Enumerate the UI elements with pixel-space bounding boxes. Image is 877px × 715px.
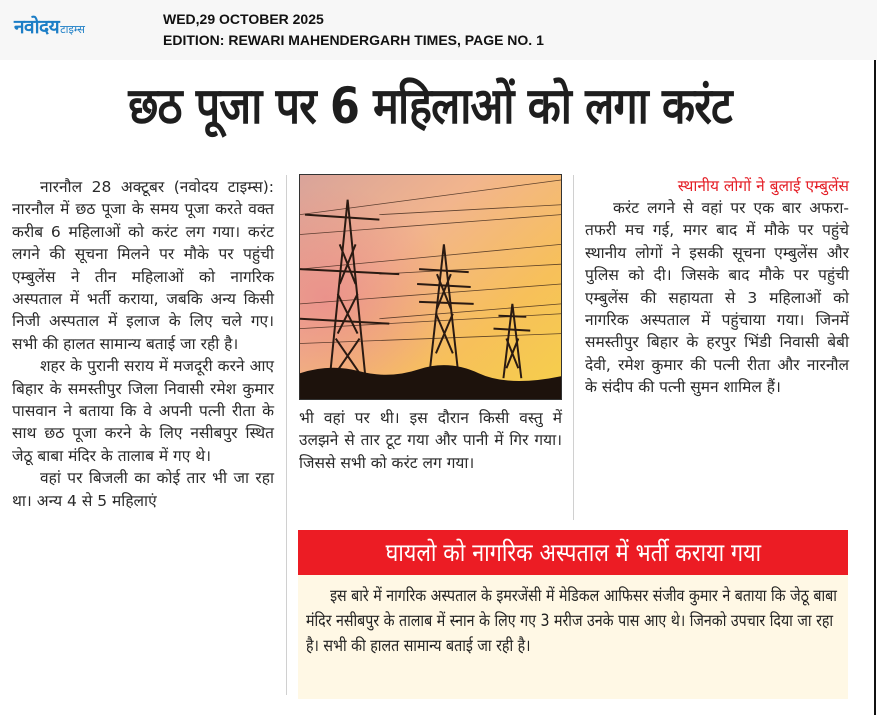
column-divider: [286, 175, 287, 695]
box-heading-banner: [298, 530, 848, 575]
paragraph: नारनौल 28 अक्टूबर (नवोदय टाइम्स): नारनौल में छठ पूजा के समय पूजा करते वक्त करीब 6 महिलाओं को करंट लग गया। करंट लगने की सूचना मिलने पर मौके पर पहुंची एम्बुलेंस ने तीन महिलाओं को नागरिक अस्पताल में भर्ती कराया, जबकि अन्य किसी निजी अस्पताल में इलाज के लिए चले गए। सभी की हालत सामान्य बताई जा रही है।: [12, 178, 274, 353]
box-paragraph: इस बारे में नागरिक अस्पताल के इमरजेंसी में मेडिकल आफिसर संजीव कुमार ने बताया कि जेठू बाबा मंदिर नसीबपुर के तालाब में स्नान के लिए गए 3 मरीज उनके पास आए थे। जिनको उपचार दिया जा रहा है। सभी की हालत सामान्य बताई जा रही है।: [306, 586, 837, 655]
column-divider: [573, 175, 574, 520]
paragraph: करंट लगने से वहां पर एक बार अफरा-तफरी मच गई, मगर बाद में मौके पर पहुंचे स्थानीय लोगों ने इसकी सूचना एम्बुलेंस और पुलिस को दी। जिसके बाद मौके पर पहुंची एम्बुलेंस की सहायता से 3 महिलाओं को नागरिक अस्पताल में पहुंचाया गया। जिनमें समस्तीपुर बिहार के हरपुर भिंडी निवासी बेबी देवी, रमेश कुमार की पत्नी रीता और नारनौल के संदीप की पत्नी सुमन शामिल हैं।: [585, 199, 849, 397]
page-border-right: [874, 60, 876, 715]
power-transmission-towers-icon: [300, 175, 561, 399]
article-column-1: [12, 176, 274, 512]
article-headline: छठ पूजा पर 6 महिलाओं को लगा करंट: [128, 77, 732, 135]
edition-date: WED,29 OCTOBER 2025: [163, 11, 324, 27]
box-heading-text: घायलो को नागरिक अस्पताल में भर्ती कराया गया: [385, 538, 761, 567]
highlight-box: [298, 575, 848, 699]
logo-sub-text: टाइम्स: [60, 23, 85, 36]
paragraph: भी वहां पर थी। इस दौरान किसी वस्तु में उलझने से तार टूट गया और पानी में गिर गया। जिससे सभी को करंट लग गया।: [299, 409, 562, 472]
newspaper-logo: [14, 13, 85, 39]
power-tower-photo: [299, 174, 562, 400]
subheading: स्थानीय लोगों ने बुलाई एम्बुलेंस: [677, 177, 849, 195]
edition-meta: [163, 9, 544, 51]
edition-header-bar: [0, 0, 877, 60]
logo-main-text: नवोदय: [14, 16, 60, 38]
edition-name: EDITION: REWARI MAHENDERGARH TIMES, PAGE NO. 1: [163, 32, 544, 48]
article-column-2: [299, 407, 562, 474]
paragraph: वहां पर बिजली का कोई तार भी जा रहा था। अन्य 4 से 5 महिलाएं: [12, 469, 274, 510]
article-column-3: [585, 175, 849, 399]
paragraph: शहर के पुरानी सराय में मजदूरी करने आए बिहार के समस्तीपुर जिला निवासी रमेश कुमार पासवान ने बताया कि वे अपनी पत्नी रीता के साथ छठ पूजा करने के लिए नसीबपुर स्थित जेठू बाबा मंदिर के तालाब में गए थे।: [12, 357, 274, 465]
